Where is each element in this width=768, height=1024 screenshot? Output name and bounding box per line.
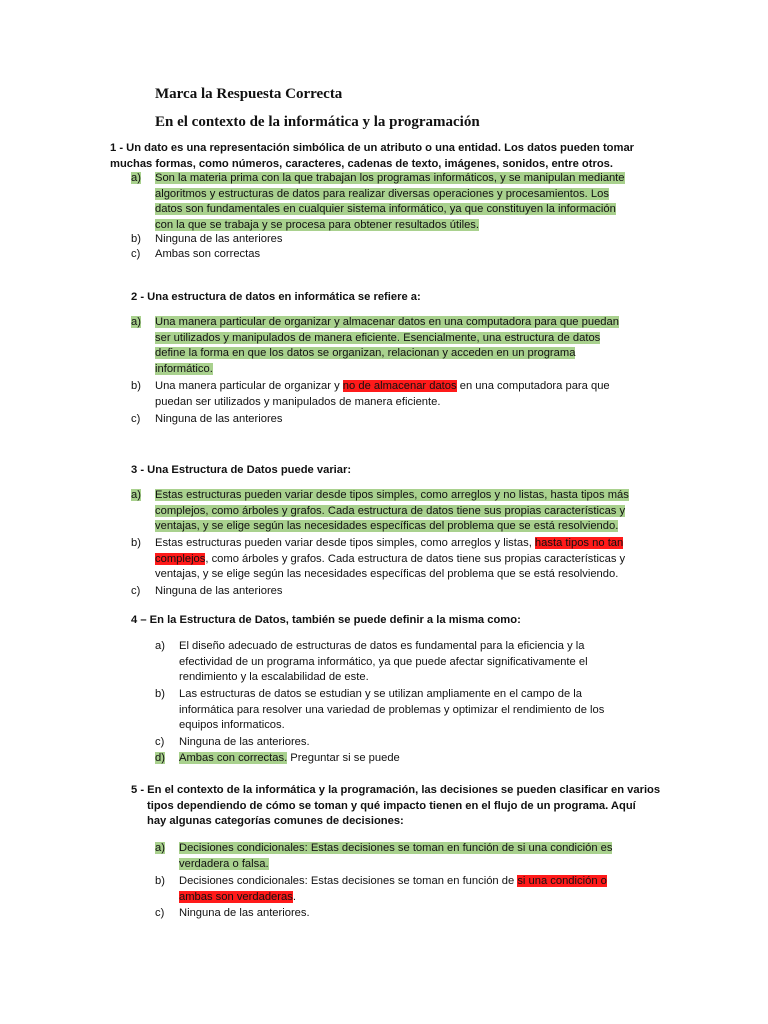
q2-b-text: Una manera particular de organizar y xyxy=(155,380,343,392)
q3-a-line: ventajas, y se elige según las necesidades específicas del problema que se está resolviendo. xyxy=(155,520,619,532)
q5-option-c-label: c) xyxy=(155,907,165,919)
question-1-line: 1 - Un dato es una representación simbólica de un atributo o una entidad. Los datos pueden tomar xyxy=(110,142,635,154)
question-1 xyxy=(110,141,634,172)
q2-option-c-label: c) xyxy=(131,413,141,425)
q1-option-b-text: Ninguna de las anteriores xyxy=(155,233,283,245)
q1-option-c-label: c) xyxy=(131,248,141,260)
q5-a-line: Decisiones condicionales: Estas decisiones se toman en función de si una condición es xyxy=(179,842,613,854)
q4-d-label: d) xyxy=(155,752,165,764)
q2-option-a-label xyxy=(131,315,141,331)
q1-a-line: algoritmos y estructuras de datos para realizar diversas operaciones y procesamientos. Los xyxy=(155,187,609,200)
q5-b-highlight: ambas son verdaderas xyxy=(179,890,293,903)
question-5-line: 5 - En el contexto de la informática y la programación, las decisiones se pueden clasificar en varios xyxy=(131,784,661,796)
q3-option-c-label: c) xyxy=(131,585,141,597)
q2-option-b-label: b) xyxy=(131,380,141,392)
q5-a-line: verdadera o falsa. xyxy=(179,857,269,870)
q2-a-line: Una manera particular de organizar y almacenar datos en una computadora para que puedan xyxy=(155,316,619,328)
q4-b-line: informática para resolver una variedad de problemas y optimizar el rendimiento de los xyxy=(179,703,605,716)
q2-a-line: define la forma en que los datos se organizan, relacionan y acceden en un programa xyxy=(155,347,576,359)
q4-a-line: El diseño adecuado de estructuras de datos es fundamental para la eficiencia y la xyxy=(179,640,585,652)
question-5-line: tipos dependiendo de cómo se toman y qué impacto tienen en el flujo de un programa. Aquí xyxy=(147,799,636,812)
q4-b-line: equipos informaticos. xyxy=(179,719,285,731)
q2-a-label: a) xyxy=(131,316,141,328)
q2-b-text: puedan ser utilizados y manipulados de manera eficiente. xyxy=(155,395,441,408)
question-1-line: muchas formas, como números, caracteres, cadenas de texto, imágenes, sonidos, entre otros. xyxy=(110,157,613,170)
q3-b-text: Estas estructuras pueden variar desde tipos simples, como arreglos y listas, xyxy=(155,537,535,549)
q2-b-highlight: no de almacenar datos xyxy=(342,380,457,392)
q4-option-a-label: a) xyxy=(155,640,165,652)
question-5 xyxy=(131,783,660,830)
question-3: 3 - Una Estructura de Datos puede variar: xyxy=(131,464,352,476)
q1-option-c-text: Ambas son correctas xyxy=(155,248,261,260)
q3-option-a-text xyxy=(155,488,629,535)
q3-a-line: complejos, como árboles y grafos. Cada estructura de datos tiene sus propias características y xyxy=(155,504,626,517)
q2-a-line: ser utilizados y manipulados de manera eficiente. Esencialmente, una estructura de datos xyxy=(155,331,601,344)
q1-option-a-text xyxy=(155,171,625,233)
q4-option-d-label xyxy=(155,751,165,767)
q1-a-line: datos son fundamentales en cualquier sistema informático, ya que constituyen la información xyxy=(155,203,616,215)
q5-option-a-text xyxy=(179,841,612,872)
q2-option-b-text xyxy=(155,379,610,410)
q5-option-b-text xyxy=(179,874,607,905)
q3-a-label: a) xyxy=(131,489,141,501)
q4-option-d-text xyxy=(179,751,400,767)
q2-a-line: informático. xyxy=(155,362,213,375)
q4-d-note: Preguntar si se puede xyxy=(287,752,400,764)
q1-option-a-label-text xyxy=(131,171,141,187)
q3-a-line: Estas estructuras pueden variar desde tipos simples, como arreglos y no listas, hasta tipos más xyxy=(155,489,629,501)
page-subtitle: En el contexto de la informática y la programación xyxy=(155,114,480,130)
q3-b-text: , como árboles y grafos. Cada estructura de datos tiene sus propias características y xyxy=(205,552,626,565)
q3-option-a-label xyxy=(131,488,141,504)
q1-a-line: con la que se trabaja y se procesa para obtener resultados útiles. xyxy=(155,218,480,231)
q5-b-highlight: si una condición o xyxy=(517,875,607,887)
q4-option-b-label: b) xyxy=(155,688,165,700)
q4-option-b-text xyxy=(179,687,604,734)
q3-b-text: ventajas, y se elige según las necesidades específicas del problema que se está resolviendo. xyxy=(155,568,619,580)
q4-a-line: rendimiento y la escalabilidad de este. xyxy=(179,671,369,683)
q4-a-line: efectividad de un programa informático, ya que puede afectar significativamente el xyxy=(179,655,588,668)
q3-option-c-text: Ninguna de las anteriores xyxy=(155,585,283,597)
q2-option-a-text xyxy=(155,315,619,377)
q5-option-c-text: Ninguna de las anteriores. xyxy=(179,907,310,919)
q3-b-highlight: complejos xyxy=(155,552,206,565)
q1-a-label: a) xyxy=(131,172,141,184)
page-title: Marca la Respuesta Correcta xyxy=(155,86,343,102)
q4-d-highlight: Ambas con correctas. xyxy=(179,752,288,764)
q4-option-c-label: c) xyxy=(155,736,165,748)
q4-option-c-text: Ninguna de las anteriores. xyxy=(179,736,310,748)
q4-b-line: Las estructuras de datos se estudian y se utilizan ampliamente en el campo de la xyxy=(179,688,582,700)
q2-b-text: en una computadora para que xyxy=(456,380,610,392)
q5-option-b-label: b) xyxy=(155,875,165,887)
q3-option-b-label: b) xyxy=(131,537,141,549)
q5-a-label: a) xyxy=(155,842,165,854)
q5-b-text: . xyxy=(292,890,296,903)
q5-b-text: Decisiones condicionales: Estas decisiones se toman en función de xyxy=(179,875,518,887)
q2-option-c-text: Ninguna de las anteriores xyxy=(155,413,283,425)
q3-b-highlight: hasta tipos no tan xyxy=(534,537,624,549)
q5-option-a-label xyxy=(155,841,165,857)
q1-a-line: Son la materia prima con la que trabajan los programas informáticos, y se manipulan mediante xyxy=(155,172,625,184)
question-5-line: hay algunas categorías comunes de decisiones: xyxy=(147,815,404,827)
q4-option-a-text xyxy=(179,639,588,686)
question-4: 4 – En la Estructura de Datos, también se puede definir a la misma como: xyxy=(131,614,521,626)
q3-option-b-text xyxy=(155,536,625,583)
q1-option-b-label: b) xyxy=(131,233,141,245)
question-2: 2 - Una estructura de datos en informática se refiere a: xyxy=(131,291,421,303)
